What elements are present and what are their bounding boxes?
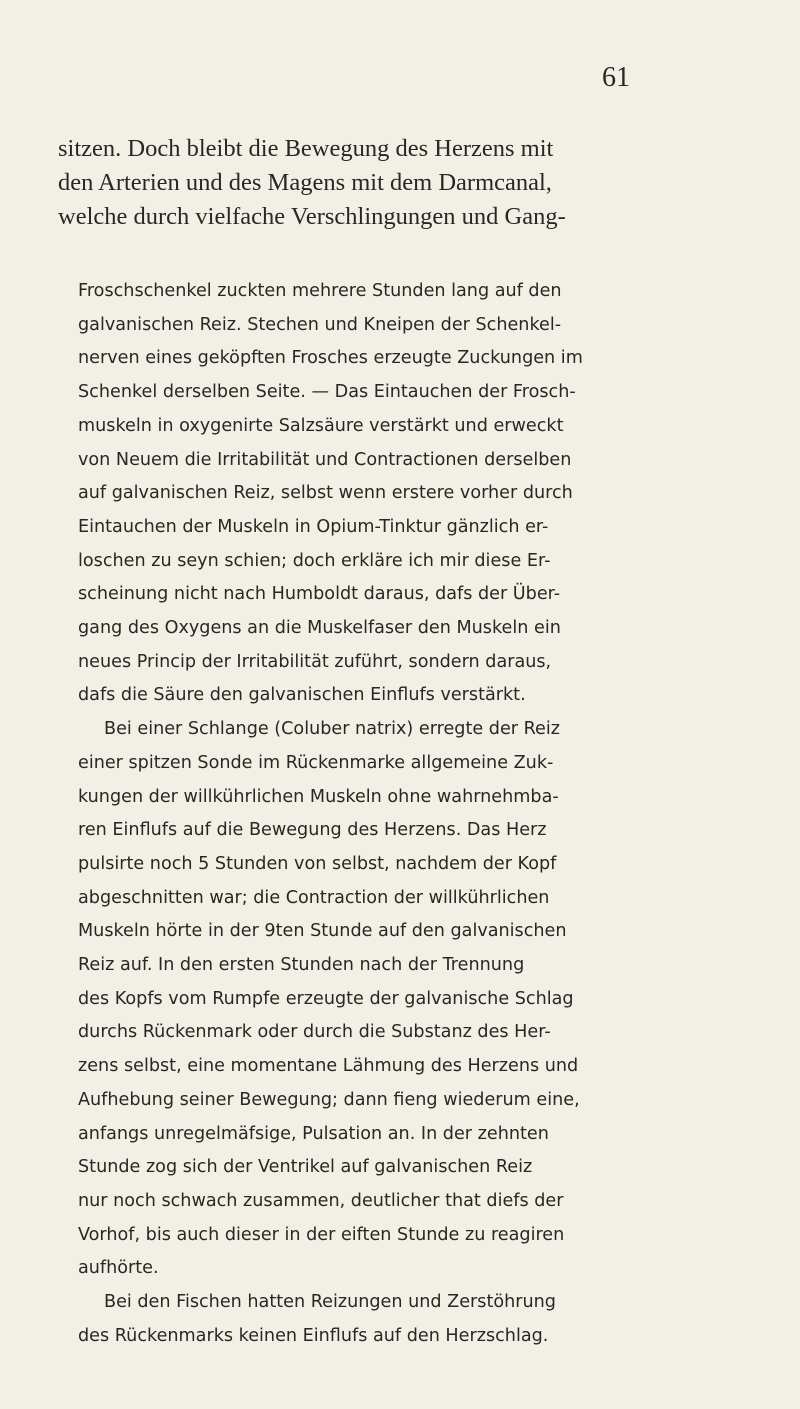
footnote-line: galvanischen Reiz. Stechen und Kneipen der Schenkel- bbox=[78, 314, 562, 335]
footnote-line: gang des Oxygens an die Muskelfaser den Muskeln ein bbox=[78, 618, 561, 639]
footnote-line: nur noch schwach zusammen, deutlicher that diefs der bbox=[78, 1190, 564, 1211]
footnote-line: aufhörte. bbox=[78, 1258, 159, 1279]
footnote-line: ren Einflufs auf die Bewegung des Herzens. Das Herz bbox=[78, 820, 547, 841]
footnote-line: des Rückenmarks keinen Einflufs auf den Herzschlag. bbox=[78, 1325, 549, 1346]
footnote-line: des Kopfs vom Rumpfe erzeugte der galvanische Schlag bbox=[78, 988, 574, 1009]
footnote-line: Vorhof, bis auch dieser in der eiften Stunde zu reagiren bbox=[78, 1224, 565, 1245]
footnote-line: Froschschenkel zuckten mehrere Stunden lang auf den bbox=[78, 281, 562, 301]
footnote-line: von Neuem die Irritabilität und Contractionen derselben bbox=[78, 449, 572, 470]
footnote-line: anfangs unregelmäfsige, Pulsation an. In der zehnten bbox=[78, 1123, 549, 1144]
footnote-line: pulsirte noch 5 Stunden von selbst, nachdem der Kopf bbox=[78, 853, 557, 874]
footnote-line: einer spitzen Sonde im Rückenmarke allgemeine Zuk- bbox=[78, 752, 554, 773]
footnote-paragraph bbox=[78, 713, 718, 1286]
footnote-line: dafs die Säure den galvanischen Einflufs verstärkt. bbox=[78, 685, 526, 706]
footnote-line: Stunde zog sich der Ventrikel auf galvanischen Reiz bbox=[78, 1157, 533, 1178]
footnote-line: durchs Rückenmark oder durch die Substanz des Her- bbox=[78, 1022, 551, 1043]
footnote-line: Schenkel derselben Seite. — Das Eintauchen der Frosch- bbox=[78, 382, 576, 403]
footnote-line: Muskeln hörte in der 9ten Stunde auf den galvanischen bbox=[78, 921, 567, 942]
footnote-line: scheinung nicht nach Humboldt daraus, dafs der Über- bbox=[78, 584, 561, 605]
footnote-line: zens selbst, eine momentane Lähmung des Herzens und bbox=[78, 1056, 579, 1077]
footnote-line: Bei den Fischen hatten Reizungen und Zerstöhrung bbox=[104, 1292, 556, 1313]
footnote-paragraph bbox=[78, 275, 718, 713]
footnote-line: nerven eines geköpften Frosches erzeugte Zuckungen im bbox=[78, 348, 583, 369]
footnote-line: Bei einer Schlange (Coluber natrix) erregte der Reiz bbox=[104, 719, 560, 740]
footnote-line: Reiz auf. In den ersten Stunden nach der Trennung bbox=[78, 955, 525, 976]
main-text-line: den Arterien und des Magens mit dem Darmcanal, bbox=[58, 169, 552, 196]
footnote-line: Eintauchen der Muskeln in Opium-Tinktur gänzlich er- bbox=[78, 516, 549, 537]
footnote bbox=[78, 275, 718, 1354]
footnote-line: Aufhebung seiner Bewegung; dann fieng wiederum eine, bbox=[78, 1089, 580, 1110]
main-text-line: sitzen. Doch bleibt die Bewegung des Herzens mit bbox=[58, 135, 554, 162]
footnote-line: abgeschnitten war; die Contraction der willkührlichen bbox=[78, 887, 550, 908]
footnote-line: loschen zu seyn schien; doch erkläre ich mir diese Er- bbox=[78, 550, 551, 571]
page-number: 61 bbox=[602, 62, 630, 93]
footnote-line: neues Princip der Irritabilität zuführt, sondern daraus, bbox=[78, 651, 552, 672]
main-text-line: welche durch vielfache Verschlingungen und Gang- bbox=[58, 203, 566, 230]
footnote-line: auf galvanischen Reiz, selbst wenn erstere vorher durch bbox=[78, 483, 573, 504]
footnote-paragraph bbox=[78, 1286, 718, 1353]
main-text bbox=[58, 132, 698, 234]
footnote-line: kungen der willkührlichen Muskeln ohne wahrnehmba- bbox=[78, 786, 559, 807]
footnote-line: muskeln in oxygenirte Salzsäure verstärkt und erweckt bbox=[78, 415, 564, 436]
